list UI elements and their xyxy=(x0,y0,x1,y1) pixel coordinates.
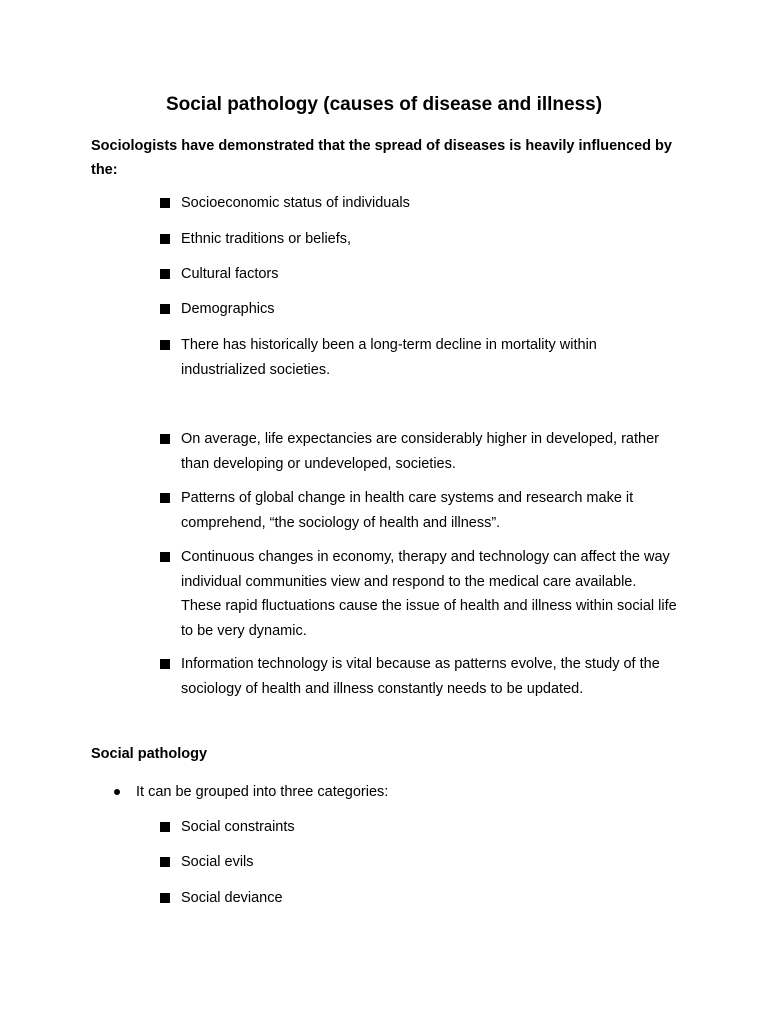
list-item xyxy=(160,652,680,701)
list-item-text: On average, life expectancies are considerably higher in developed, rather than developing or undeveloped, societies. xyxy=(181,431,659,472)
square-bullet-icon xyxy=(160,822,170,832)
list-item xyxy=(160,191,680,216)
square-bullet-icon xyxy=(160,234,170,244)
intro-paragraph: Sociologists have demonstrated that the spread of diseases is heavily influenced by the: xyxy=(91,138,672,178)
square-bullet-icon xyxy=(160,269,170,279)
square-bullet-icon xyxy=(160,304,170,314)
list-item xyxy=(160,886,680,911)
list-item xyxy=(160,333,680,382)
list-item xyxy=(114,780,388,804)
list-item-text: Social evils xyxy=(181,854,254,870)
list-item-text: Continuous changes in economy, therapy and technology can affect the way individual communities view and respond to the medical care available. These rapid fluctuations cause the issue of health and illness within social life to be very dynamic. xyxy=(181,549,677,639)
list-item xyxy=(160,227,680,252)
list-item-text: Information technology is vital because as patterns evolve, the study of the sociology of health and illness constantly needs to be updated. xyxy=(181,656,660,697)
square-bullet-icon xyxy=(160,552,170,562)
round-bullet-icon xyxy=(114,789,120,795)
square-bullet-icon xyxy=(160,434,170,444)
list-item xyxy=(160,297,680,322)
list-item-text: It can be grouped into three categories: xyxy=(136,784,389,800)
document-title: Social pathology (causes of disease and illness) xyxy=(165,94,603,115)
list-item xyxy=(160,427,680,476)
list-item xyxy=(160,545,680,643)
list-item-text: Socioeconomic status of individuals xyxy=(181,195,410,211)
square-bullet-icon xyxy=(160,493,170,503)
list-item-text: Cultural factors xyxy=(181,266,279,282)
section-heading: Social pathology xyxy=(91,746,208,762)
square-bullet-icon xyxy=(160,659,170,669)
list-item-text: There has historically been a long-term decline in mortality within industrialized societies. xyxy=(181,337,597,378)
list-item-text: Demographics xyxy=(181,301,275,317)
list-item-text: Social deviance xyxy=(181,890,283,906)
list-item-text: Ethnic traditions or beliefs, xyxy=(181,231,352,247)
square-bullet-icon xyxy=(160,893,170,903)
square-bullet-icon xyxy=(160,340,170,350)
square-bullet-icon xyxy=(160,857,170,867)
square-bullet-icon xyxy=(160,198,170,208)
list-item xyxy=(160,850,680,875)
list-item xyxy=(160,262,680,287)
list-item-text: Patterns of global change in health care systems and research make it comprehend, “the sociology of health and illness”. xyxy=(181,490,634,531)
list-item xyxy=(160,486,680,535)
list-item xyxy=(160,815,680,840)
list-item-text: Social constraints xyxy=(181,819,295,835)
